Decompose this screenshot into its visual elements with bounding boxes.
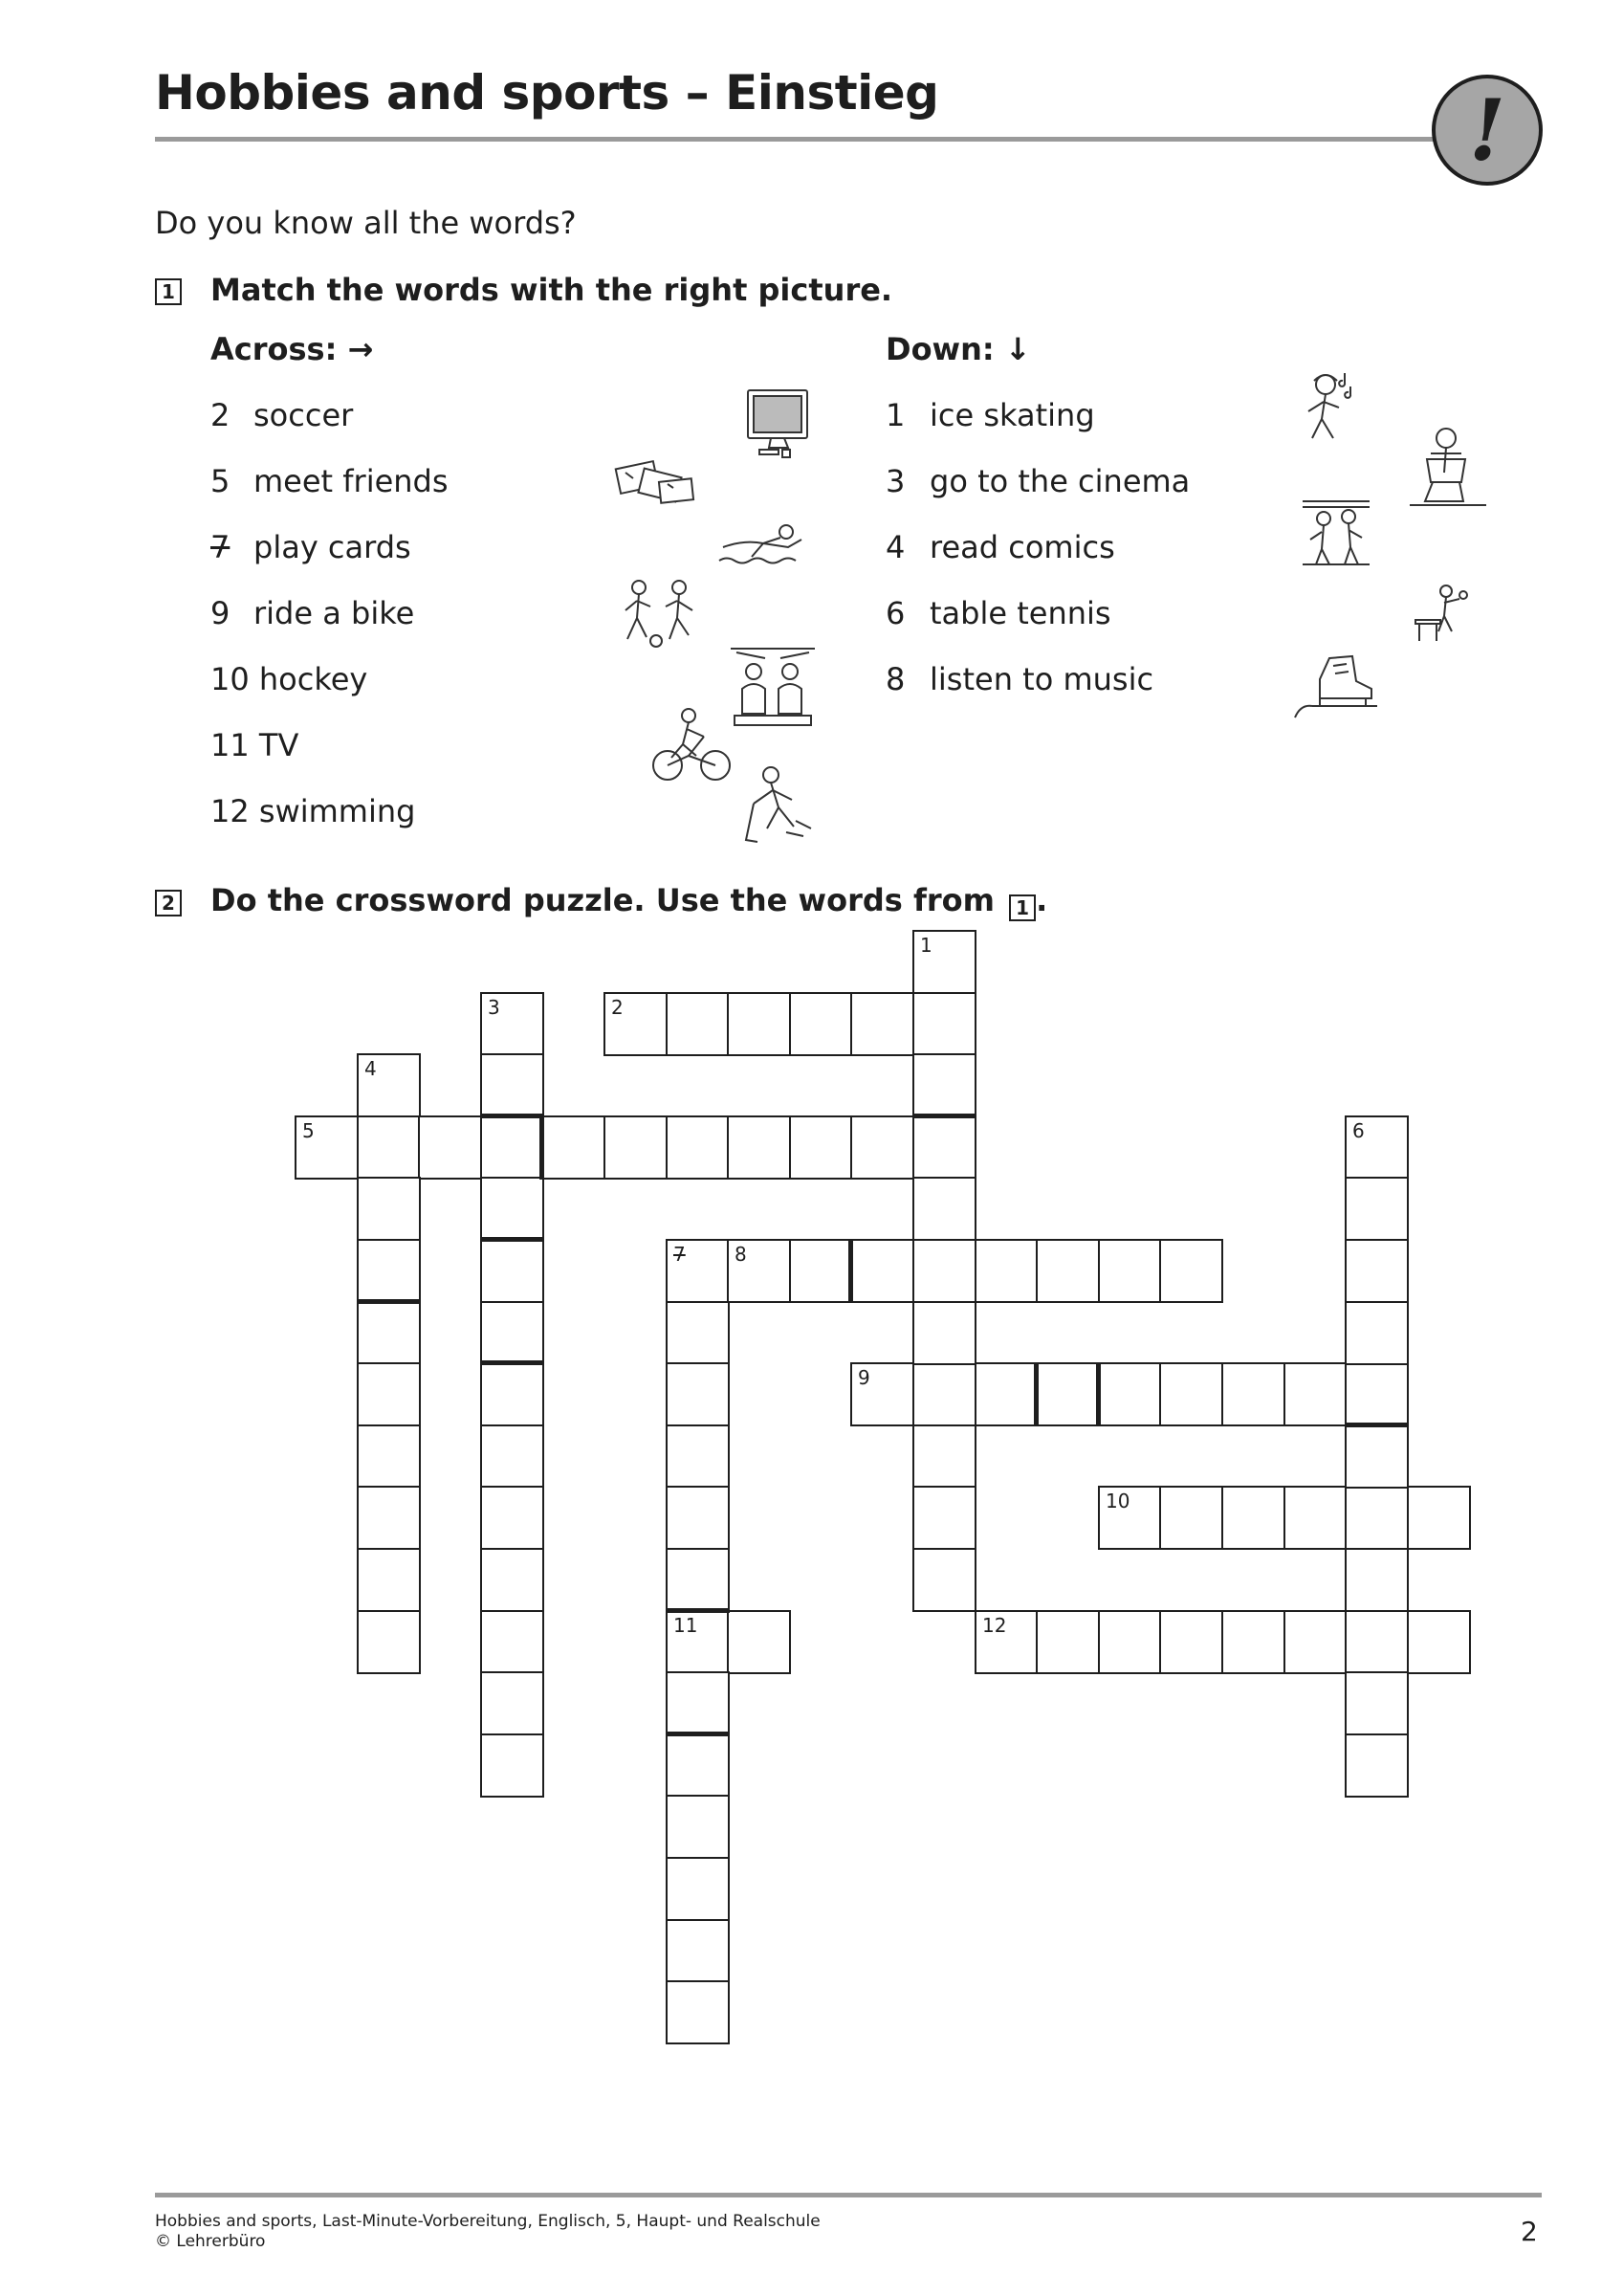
down-word-item: 8 listen to music: [886, 661, 1154, 697]
across-word-item: 12 swimming: [210, 793, 416, 829]
crossword-cell[interactable]: [1159, 1239, 1223, 1303]
crossword-cell[interactable]: [1283, 1362, 1348, 1426]
crossword-cell[interactable]: [789, 992, 853, 1056]
task-number-box: 2: [155, 890, 182, 916]
task2-instruction: Do the crossword puzzle. Use the words from 1 .: [210, 882, 1048, 919]
page-number: 2: [1521, 2216, 1538, 2247]
crossword-cell[interactable]: [1345, 1301, 1409, 1365]
crossword-cell[interactable]: [1221, 1486, 1285, 1550]
task-number-box: 1: [155, 278, 182, 305]
crossword-cell[interactable]: [975, 1362, 1039, 1426]
crossword-cell[interactable]: [666, 1857, 730, 1921]
word-separator: [357, 1299, 421, 1304]
crossword-cell[interactable]: [357, 1486, 421, 1550]
crossword-cell[interactable]: [480, 1362, 544, 1426]
footer-text: [155, 2212, 821, 2252]
crossword-clue-number: 4: [364, 1057, 377, 1080]
word-separator: [666, 1608, 730, 1613]
soccer-players-picture: [618, 578, 704, 651]
crossword-cell[interactable]: [480, 1115, 544, 1180]
word-separator: [666, 1732, 730, 1736]
down-heading: Down: ↓: [886, 331, 1031, 367]
crossword-cell[interactable]: [357, 1301, 421, 1365]
table-tennis-picture: [1412, 582, 1473, 645]
crossword-cell[interactable]: [1283, 1610, 1348, 1674]
crossword-cell[interactable]: [480, 1301, 544, 1365]
crossword-cell[interactable]: [912, 1486, 976, 1550]
crossword-cell[interactable]: [1098, 1239, 1162, 1303]
crossword-cell[interactable]: [666, 1919, 730, 1983]
crossword-cell[interactable]: [480, 1548, 544, 1612]
crossword-cell[interactable]: [1407, 1486, 1471, 1550]
crossword-cell[interactable]: [480, 1424, 544, 1489]
crossword-cell[interactable]: [789, 1239, 853, 1303]
crossword-cell[interactable]: [480, 1053, 544, 1117]
crossword-cell[interactable]: [850, 1239, 914, 1303]
crossword-clue-number: 1: [920, 934, 932, 957]
word-separator: [848, 1239, 853, 1303]
swimmer-picture: [715, 519, 807, 570]
crossword-cell[interactable]: [357, 1610, 421, 1674]
crossword-cell[interactable]: [789, 1115, 853, 1180]
crossword-cell[interactable]: [1345, 1548, 1409, 1612]
word-separator: [480, 1360, 544, 1365]
crossword-cell[interactable]: [1345, 1239, 1409, 1303]
crossword-cell[interactable]: [1345, 1424, 1409, 1489]
footer-source: Hobbies and sports, Last-Minute-Vorbereitung, Englisch, 5, Haupt- und Realschule: [155, 2212, 821, 2231]
across-heading: Across: →: [210, 331, 374, 367]
crossword-cell[interactable]: [912, 1424, 976, 1489]
word-separator: [539, 1115, 544, 1180]
crossword-cell[interactable]: [666, 1795, 730, 1859]
crossword-clue-number: 8: [735, 1243, 747, 1266]
ice-skate-picture: [1291, 651, 1383, 719]
down-word-item: 1 ice skating: [886, 397, 1095, 433]
crossword-cell[interactable]: [357, 1424, 421, 1489]
crossword-cell[interactable]: [666, 1733, 730, 1798]
crossword-cell[interactable]: [480, 1177, 544, 1241]
across-word-item: 7 play cards: [210, 529, 411, 565]
crossword-cell[interactable]: [1036, 1239, 1100, 1303]
crossword-cell[interactable]: [912, 1548, 976, 1612]
crossword-cell[interactable]: [912, 1053, 976, 1117]
cyclist-picture: [650, 708, 735, 784]
crossword-cell[interactable]: [541, 1115, 605, 1180]
word-separator: [480, 1237, 544, 1242]
crossword-cell[interactable]: [912, 1177, 976, 1241]
task-reference-box: 1: [1009, 894, 1036, 921]
across-word-item: 5 meet friends: [210, 463, 449, 499]
crossword-cell[interactable]: [666, 1486, 730, 1550]
tv-picture: [742, 386, 815, 463]
hockey-player-picture: [738, 765, 817, 848]
crossword-cell[interactable]: [666, 1301, 730, 1365]
crossword-cell[interactable]: [666, 1980, 730, 2044]
crossword-cell[interactable]: [1283, 1486, 1348, 1550]
crossword-clue-number: 2: [611, 996, 624, 1019]
crossword-clue-number: 6: [1352, 1119, 1365, 1142]
word-separator: [480, 1114, 544, 1118]
crossword-cell[interactable]: [850, 1115, 914, 1180]
crossword-cell[interactable]: [1159, 1610, 1223, 1674]
crossword-cell[interactable]: [727, 992, 791, 1056]
playing-cards-picture: [612, 455, 700, 511]
crossword-cell[interactable]: [1345, 1177, 1409, 1241]
cinema-audience-picture: [727, 643, 819, 729]
crossword-cell[interactable]: [1345, 1610, 1409, 1674]
crossword-cell[interactable]: [666, 1424, 730, 1489]
crossword-cell[interactable]: [912, 1301, 976, 1365]
footer-divider: [155, 2193, 1542, 2197]
crossword-cell[interactable]: [1098, 1610, 1162, 1674]
crossword-cell[interactable]: [357, 1115, 421, 1180]
title-divider: [155, 137, 1437, 142]
task1-instruction: Match the words with the right picture.: [210, 272, 893, 308]
word-separator: [1096, 1362, 1101, 1426]
crossword-cell[interactable]: [480, 1239, 544, 1303]
crossword-cell[interactable]: [357, 1177, 421, 1241]
crossword-cell[interactable]: [480, 1486, 544, 1550]
crossword-cell[interactable]: [666, 1548, 730, 1612]
exclamation-badge-icon: !: [1432, 75, 1543, 186]
down-word-item: 6 table tennis: [886, 595, 1111, 631]
crossword-cell[interactable]: [727, 1115, 791, 1180]
crossword-clue-number: 12: [982, 1614, 1007, 1637]
word-separator: [1034, 1362, 1039, 1426]
crossword-cell[interactable]: [480, 1610, 544, 1674]
crossword-cell[interactable]: [1345, 1486, 1409, 1550]
down-word-item: 3 go to the cinema: [886, 463, 1191, 499]
crossword-clue-number: 11: [673, 1614, 698, 1637]
down-word-item: 4 read comics: [886, 529, 1115, 565]
crossword-cell[interactable]: [418, 1115, 482, 1180]
crossword-cell[interactable]: [912, 992, 976, 1056]
crossword-cell[interactable]: [912, 1362, 976, 1426]
crossword-cell[interactable]: [480, 1671, 544, 1735]
word-separator: [1345, 1423, 1409, 1427]
page-title: Hobbies and sports – Einstieg: [155, 65, 939, 121]
crossword-cell[interactable]: [1036, 1362, 1100, 1426]
crossword-cell[interactable]: [1345, 1671, 1409, 1735]
crossword-clue-number: 5: [302, 1119, 315, 1142]
crossword-cell[interactable]: [480, 1733, 544, 1798]
friends-meeting-picture: [1299, 496, 1373, 568]
crossword-clue-number: 9: [858, 1366, 870, 1389]
crossword-cell[interactable]: [666, 1362, 730, 1426]
crossword-clue-number: 3: [488, 996, 500, 1019]
crossword-cell[interactable]: [727, 1610, 791, 1674]
across-word-item: 11 TV: [210, 727, 299, 763]
crossword-cell[interactable]: [666, 1671, 730, 1735]
crossword-cell[interactable]: [912, 1115, 976, 1180]
crossword-cell[interactable]: [912, 1239, 976, 1303]
crossword-cell[interactable]: [666, 1115, 730, 1180]
crossword-cell[interactable]: [1159, 1362, 1223, 1426]
crossword-cell[interactable]: [1345, 1362, 1409, 1426]
crossword-cell[interactable]: [603, 1115, 668, 1180]
crossword-cell[interactable]: [850, 992, 914, 1056]
crossword-cell[interactable]: [1221, 1610, 1285, 1674]
across-word-item: 2 soccer: [210, 397, 354, 433]
crossword-cell[interactable]: [1345, 1733, 1409, 1798]
crossword-cell[interactable]: [357, 1362, 421, 1426]
crossword-cell[interactable]: [1221, 1362, 1285, 1426]
crossword-cell[interactable]: [1159, 1486, 1223, 1550]
crossword-clue-number: 10: [1106, 1490, 1130, 1512]
intro-text: Do you know all the words?: [155, 205, 577, 241]
crossword-cell[interactable]: [1036, 1610, 1100, 1674]
crossword-cell[interactable]: [666, 992, 730, 1056]
crossword-cell[interactable]: [1407, 1610, 1471, 1674]
music-listener-picture: [1293, 367, 1358, 444]
crossword-cell[interactable]: [357, 1548, 421, 1612]
crossword-cell[interactable]: [975, 1239, 1039, 1303]
footer-copyright: © Lehrerbüro: [155, 2232, 266, 2251]
word-separator: [912, 1114, 976, 1118]
crossword-clue-number: 7: [673, 1243, 686, 1266]
crossword-cell[interactable]: [1098, 1362, 1162, 1426]
across-word-item: 10 hockey: [210, 661, 368, 697]
comic-reader-picture: [1406, 425, 1490, 513]
across-word-item: 9 ride a bike: [210, 595, 415, 631]
crossword-cell[interactable]: [357, 1239, 421, 1303]
